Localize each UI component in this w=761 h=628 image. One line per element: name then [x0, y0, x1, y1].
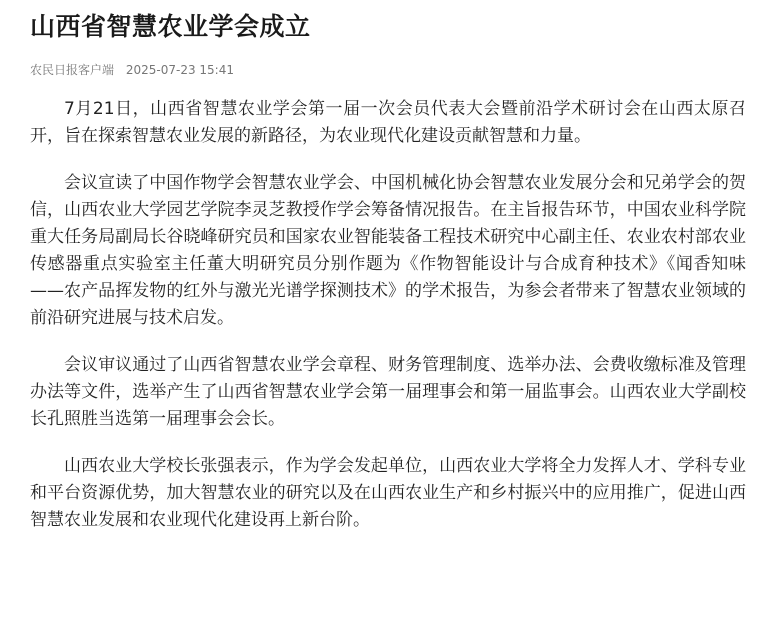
article-datetime: 2025-07-23 15:41	[125, 63, 234, 77]
article-title: 山西省智慧农业学会成立	[30, 12, 311, 41]
article-paragraph-2: 会议宣读了中国作物学会智慧农业学会、中国机械化协会智慧农业发展分会和兄弟学会的贺信，山西农业大学园艺学院李灵芝教授作学会筹备情况报告。在主旨报告环节，中国农业科学院重大任务局副局长谷晓峰研究员和国家农业智能装备工程技术研究中心副主任、农业农村部农业传感器重点实验室主任董大明研究员分别作题为《作物智能设计与合成育种技术》《闻香知味——农产品挥发物的红外与激光光谱学探测技术》的学术报告，为参会者带来了智慧农业领域的前沿研究进展与技术启发。	[30, 173, 746, 328]
article-paragraph-1: 7月21日，山西省智慧农业学会第一届一次会员代表大会暨前沿学术研讨会在山西太原召开，旨在探索智慧农业发展的新路径，为农业现代化建设贡献智慧和力量。	[30, 99, 746, 146]
article-body	[30, 96, 746, 554]
article-paragraph-3: 会议审议通过了山西省智慧农业学会章程、财务管理制度、选举办法、会费收缴标准及管理办法等文件，选举产生了山西省智慧农业学会第一届理事会和第一届监事会。山西农业大学副校长孔照胜当选第一届理事会会长。	[30, 355, 746, 429]
article-meta	[30, 61, 234, 79]
article-source[interactable]: 农民日报客户端	[30, 63, 115, 77]
article-paragraph-4: 山西农业大学校长张强表示，作为学会发起单位，山西农业大学将全力发挥人才、学科专业和平台资源优势，加大智慧农业的研究以及在山西农业生产和乡村振兴中的应用推广，促进山西智慧农业发展和农业现代化建设再上新台阶。	[30, 456, 746, 530]
